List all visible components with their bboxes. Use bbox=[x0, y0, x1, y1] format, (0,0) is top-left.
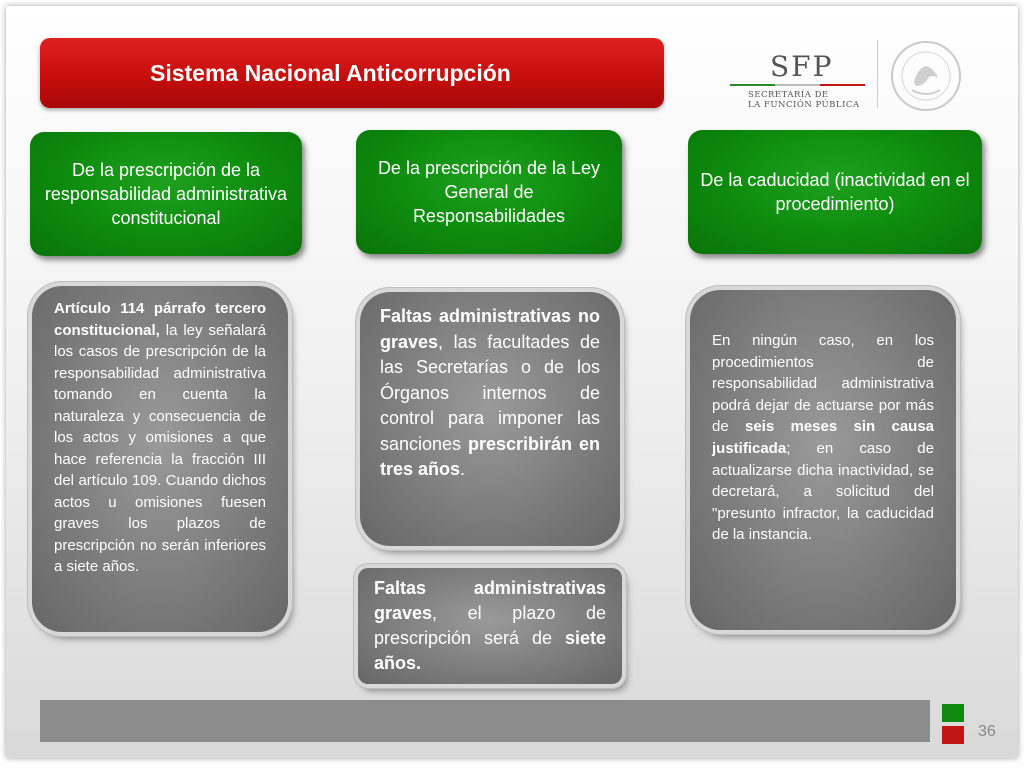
logo-line1: SECRETARÍA DE bbox=[748, 90, 829, 100]
title-bar bbox=[40, 38, 664, 108]
page-number: 36 bbox=[978, 723, 996, 740]
box-faltas-graves bbox=[358, 568, 622, 684]
footer-red-square bbox=[942, 726, 964, 744]
footer-green-square bbox=[942, 704, 964, 722]
box-articulo-114 bbox=[32, 286, 288, 632]
logo-subtitle bbox=[748, 90, 860, 110]
footer-bar bbox=[40, 700, 930, 742]
articulo-114-text: Artículo 114 párrafo tercero constitucional, la ley señalará los casos de prescripción de la responsabilidad administrativa tomando en cuenta la naturaleza y consecuencia de los actos y omisiones a que hace referencia la fracción III del artículo 109. Cuando dichos actos u omisiones fuesen graves los plazos de prescripción no serán inferiores a siete años. bbox=[54, 300, 266, 575]
slide-title: Sistema Nacional Anticorrupción bbox=[150, 60, 511, 86]
box-faltas-no-graves bbox=[360, 292, 620, 546]
sfp-logo bbox=[730, 50, 870, 110]
box-caducidad bbox=[690, 290, 956, 630]
logo-divider bbox=[877, 40, 878, 108]
header-text: De la prescripción de la responsabilidad administrativa constitucional bbox=[44, 160, 288, 228]
logo-tricolor-line bbox=[730, 84, 865, 86]
mexico-seal-icon bbox=[888, 38, 964, 114]
caducidad-text: En ningún caso, en los procedimientos de responsabilidad administrativa podrá dejar de actuarse por más de seis meses sin causa justificada; en caso de actualizarse dicha inactividad, se decretará, a solicitud del "presunto infractor, la caducidad de la instancia. bbox=[712, 332, 935, 544]
logo-acronym: SFP bbox=[770, 50, 834, 83]
header-text: De la caducidad (inactividad en el procedimiento) bbox=[700, 170, 970, 214]
header-prescripcion-constitucional bbox=[30, 132, 302, 256]
logo-line2: LA FUNCIÓN PÚBLICA bbox=[748, 100, 860, 110]
faltas-graves-text: Faltas administrativas graves, el plazo de prescripción será de siete años. bbox=[374, 578, 606, 673]
faltas-no-graves-text: Faltas administrativas no graves, las facultades de las Secretarías o de los Órganos internos de control para imponer las sanciones prescribirán en tres años. bbox=[380, 306, 600, 479]
header-prescripcion-ley-general bbox=[356, 130, 622, 254]
header-caducidad bbox=[688, 130, 982, 254]
header-text: De la prescripción de la Ley General de Responsabilidades bbox=[377, 158, 601, 226]
